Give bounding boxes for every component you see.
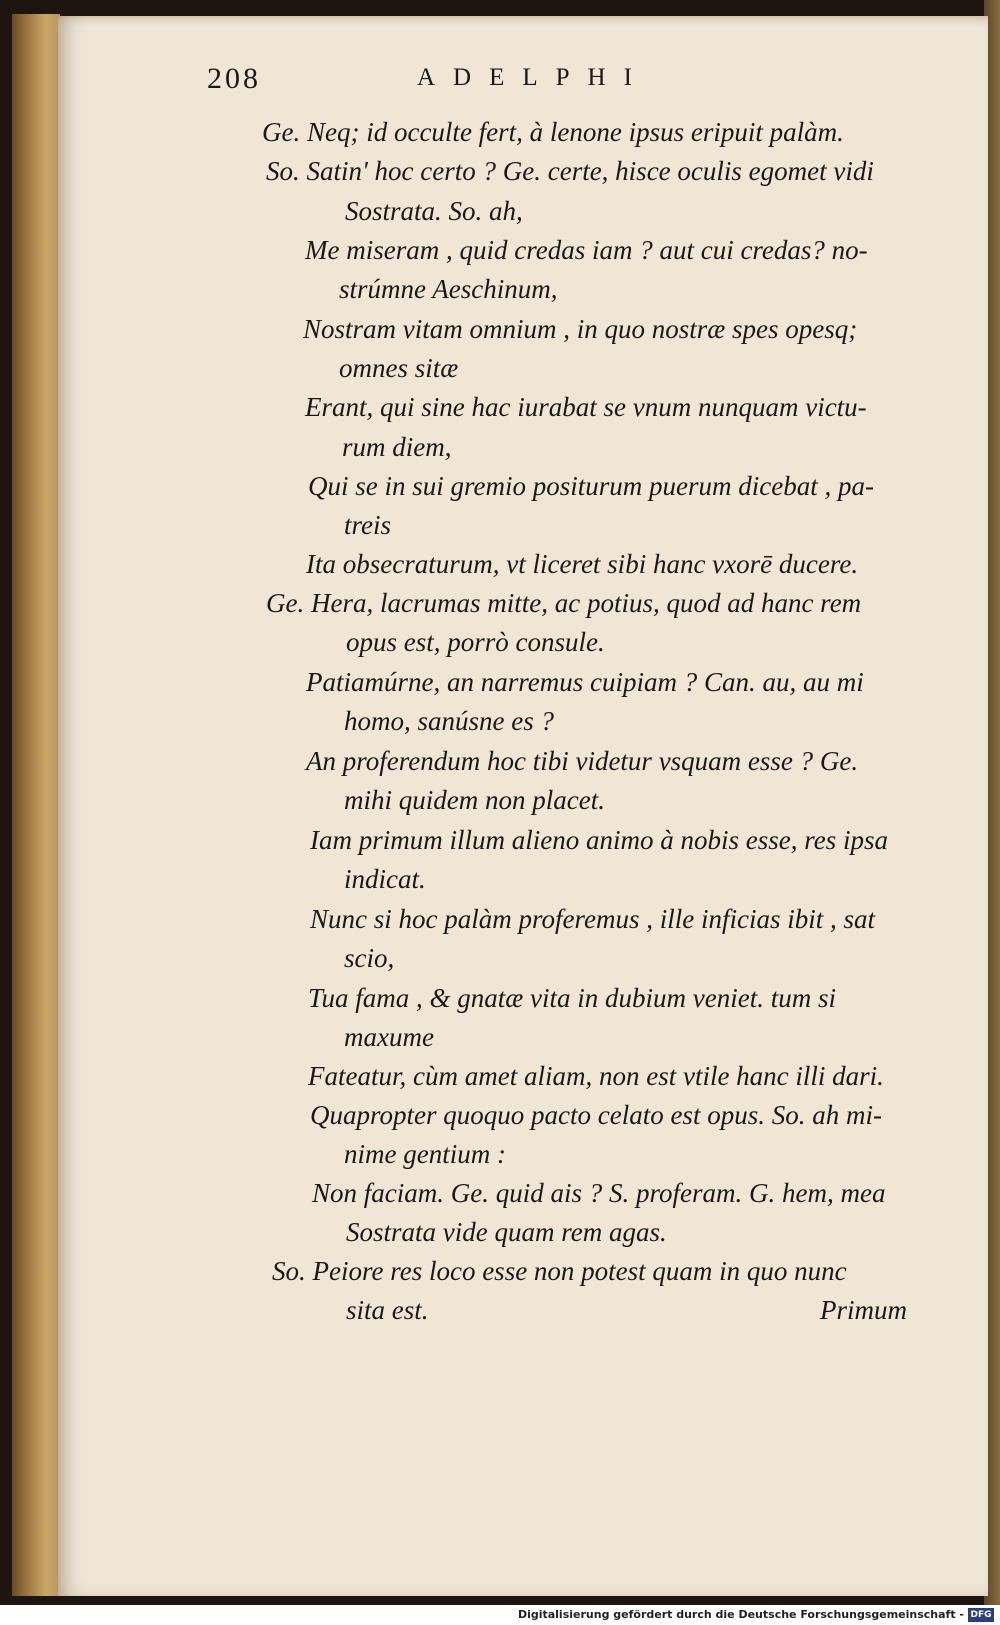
text-line: Patiamúrne, an narremus cuipiam ? Can. au, au mi bbox=[306, 667, 864, 697]
digitization-footer bbox=[0, 1605, 1000, 1625]
text-line: Sostrata. So. ah, bbox=[345, 196, 523, 226]
digitization-credit: Digitalisierung gefördert durch die Deutsche Forschungsgemeinschaft - bbox=[517, 1608, 964, 1621]
text-line: Me miseram , quid credas iam ? aut cui credas? no- bbox=[305, 235, 868, 265]
text-line: Qui se in sui gremio positurum puerum dicebat , pa- bbox=[308, 471, 874, 501]
dfg-logo: DFG bbox=[968, 1608, 994, 1622]
text-line: opus est, porrò consule. bbox=[346, 627, 605, 657]
text-line: nime gentium : bbox=[344, 1139, 506, 1169]
text-line: Sostrata vide quam rem agas. bbox=[346, 1217, 667, 1247]
text-line: Nunc si hoc palàm proferemus , ille inficias ibit , sat bbox=[310, 904, 875, 934]
page-number: 208 bbox=[207, 62, 261, 95]
running-title: ADELPHI bbox=[417, 64, 650, 91]
text-line: Non faciam. Ge. quid ais ? S. proferam. G. hem, mea bbox=[312, 1178, 886, 1208]
text-line: treis bbox=[344, 510, 391, 540]
text-line: Ge. Neq; id occulte fert, à lenone ipsus eripuit palàm. bbox=[262, 117, 844, 147]
text-line: strúmne Aeschinum, bbox=[339, 274, 558, 304]
catchword: Primum bbox=[820, 1295, 907, 1325]
text-line: Ita obsecraturum, vt liceret sibi hanc vxorē ducere. bbox=[306, 549, 859, 579]
text-line: Nostram vitam omnium , in quo nostræ spes opesq; bbox=[303, 314, 858, 344]
text-line: rum diem, bbox=[342, 432, 452, 462]
text-line: scio, bbox=[344, 943, 395, 973]
text-line: Tua fama , & gnatæ vita in dubium veniet. tum si bbox=[308, 983, 836, 1013]
text-line: Ge. Hera, lacrumas mitte, ac potius, quod ad hanc rem bbox=[266, 588, 862, 618]
text-line: Erant, qui sine hac iurabat se vnum nunquam victu- bbox=[305, 392, 867, 422]
text-line: indicat. bbox=[344, 864, 426, 894]
text-line: mihi quidem non placet. bbox=[344, 785, 605, 815]
text-line: maxume bbox=[344, 1022, 434, 1052]
text-line: So. Satin' hoc certo ? Ge. certe, hisce oculis egomet vidi bbox=[266, 156, 874, 186]
text-line: sita est. bbox=[346, 1295, 429, 1325]
text-line: omnes sitæ bbox=[339, 353, 459, 383]
text-line: An proferendum hoc tibi videtur vsquam esse ? Ge. bbox=[306, 746, 859, 776]
text-line: Fateatur, cùm amet aliam, non est vtile hanc illi dari. bbox=[308, 1061, 884, 1091]
text-line: Quapropter quoquo pacto celato est opus. So. ah mi- bbox=[310, 1100, 882, 1130]
text-line: So. Peiore res loco esse non potest quam in quo nunc bbox=[272, 1256, 847, 1286]
text-line: Iam primum illum alieno animo à nobis esse, res ipsa bbox=[310, 825, 888, 855]
text-line: homo, sanúsne es ? bbox=[344, 706, 554, 736]
